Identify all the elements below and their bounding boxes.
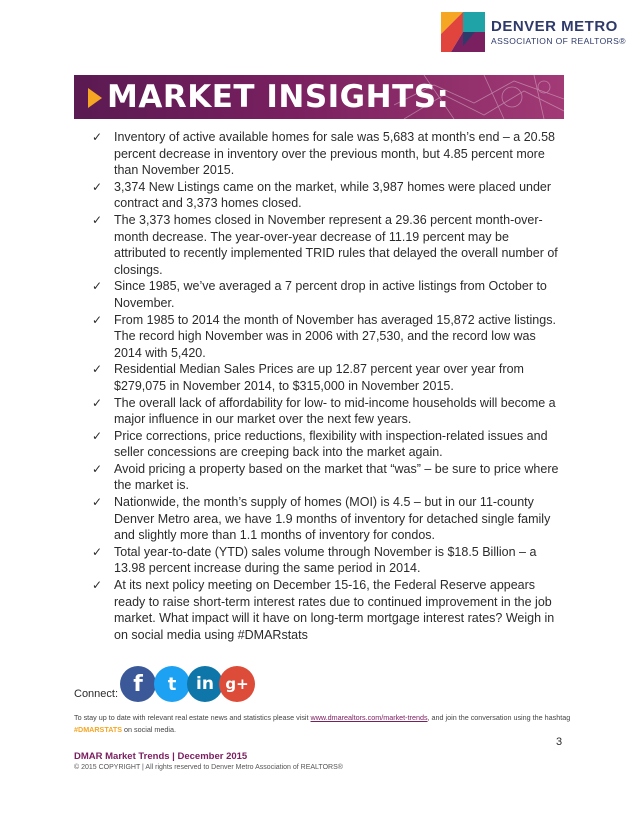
checkmark-icon: ✓ [92, 395, 103, 410]
checkmark-icon: ✓ [92, 130, 103, 144]
insights-list [92, 129, 560, 643]
insight-text: Price corrections, price reductions, flexibility with inspection-related issues and seller concessions are creeping back into the market again. [114, 428, 548, 460]
market-insights-banner [74, 75, 564, 119]
insight-text: The 3,373 homes closed in November represent a 29.36 percent month-over-month decrease. The year-over-year decrease of 11.19 percent may be attributed to recently implemented TRID rules that delayed the overall number of closings. [114, 212, 558, 277]
insight-text: Avoid pricing a property based on the market that “was” – be sure to price where the market is. [114, 461, 559, 493]
insight-text: Nationwide, the month’s supply of homes (MOI) is 4.5 – but in our 11-county Denver Metro area, we have 1.9 months of inventory for detached single family and slightly more than 1.1 months of inventory for condos. [114, 495, 551, 543]
stay-suffix: on social media. [122, 724, 176, 734]
footer-copyright: © 2015 COPYRIGHT | All rights reserved to Denver Metro Association of REALTORS® [74, 764, 343, 771]
insight-item [92, 179, 560, 212]
checkmark-icon: ✓ [92, 428, 103, 443]
insight-text: Inventory of active available homes for sale was 5,683 at month’s end – a 20.58 percent decrease in inventory over the previous month, but 4.85 percent more than November 2015. [114, 130, 556, 178]
stay-middle: , and join the conversation using the hashtag [427, 713, 571, 722]
insight-item [92, 544, 560, 577]
insight-item [92, 278, 560, 311]
page-number: 3 [556, 736, 563, 748]
insight-item [92, 212, 560, 278]
dmar-logo [441, 12, 626, 52]
market-trends-link[interactable]: www.dmarealtors.com/market-trends [310, 713, 428, 722]
checkmark-icon: ✓ [92, 578, 103, 593]
googleplus-icon[interactable]: g+ [219, 666, 255, 702]
insight-text: The overall lack of affordability for low- to mid-income households will become a major influence in our market over the next few years. [114, 395, 556, 427]
banner-title: MARKET INSIGHTS: [107, 79, 450, 115]
logo-subtitle: ASSOCIATION OF REALTORS® [491, 35, 626, 46]
checkmark-icon: ✓ [92, 544, 103, 559]
insight-item [92, 428, 560, 461]
stay-updated-text [74, 712, 574, 735]
insight-text: At its next policy meeting on December 15-16, the Federal Reserve appears ready to raise short-term interest rates due to continued improvement in the job market. What impact will it have on long-term mortgage interest rates? Weigh in on social media using #DMARstats [114, 578, 555, 642]
dmar-logo-mark-icon [441, 12, 485, 52]
insight-text: 3,374 New Listings came on the market, while 3,987 homes were placed under contract and 3,373 homes closed. [114, 179, 552, 211]
checkmark-icon: ✓ [92, 179, 103, 194]
insight-text: Since 1985, we’ve averaged a 7 percent drop in active listings from October to November. [114, 279, 547, 310]
connect-label: Connect: [74, 688, 119, 700]
checkmark-icon: ✓ [92, 312, 103, 327]
hashtag: #DMARSTATS [74, 724, 123, 734]
checkmark-icon: ✓ [92, 212, 103, 227]
insight-text: Residential Median Sales Prices are up 12.87 percent year over year from $279,075 in November 2014, to $315,000 in November 2015. [114, 362, 524, 393]
facebook-icon[interactable]: f [120, 666, 156, 702]
insight-item [92, 361, 560, 394]
insight-item [92, 395, 560, 428]
twitter-icon[interactable]: t [154, 666, 190, 702]
insight-item [92, 494, 560, 544]
checkmark-icon: ✓ [92, 362, 103, 377]
checkmark-icon: ✓ [92, 279, 103, 294]
insight-item [92, 129, 560, 179]
insight-text: Total year-to-date (YTD) sales volume through November is $18.5 Billion – a 13.98 percent increase during the same period in 2014. [114, 544, 537, 576]
checkmark-icon: ✓ [92, 461, 103, 476]
checkmark-icon: ✓ [92, 495, 103, 510]
logo-title: DENVER METRO [491, 17, 618, 35]
footer-title: DMAR Market Trends | December 2015 [74, 751, 248, 762]
insight-item [92, 312, 560, 362]
stay-prefix: To stay up to date with relevant real estate news and statistics please visit [74, 713, 311, 722]
insight-item [92, 461, 560, 494]
insight-item [92, 577, 560, 643]
linkedin-icon[interactable]: in [187, 666, 223, 702]
banner-arrow-icon [88, 88, 102, 108]
insight-text: From 1985 to 2014 the month of November has averaged 15,872 active listings. The record high November was in 2006 with 27,530, and the record low was 2014 with 5,420. [114, 312, 556, 360]
